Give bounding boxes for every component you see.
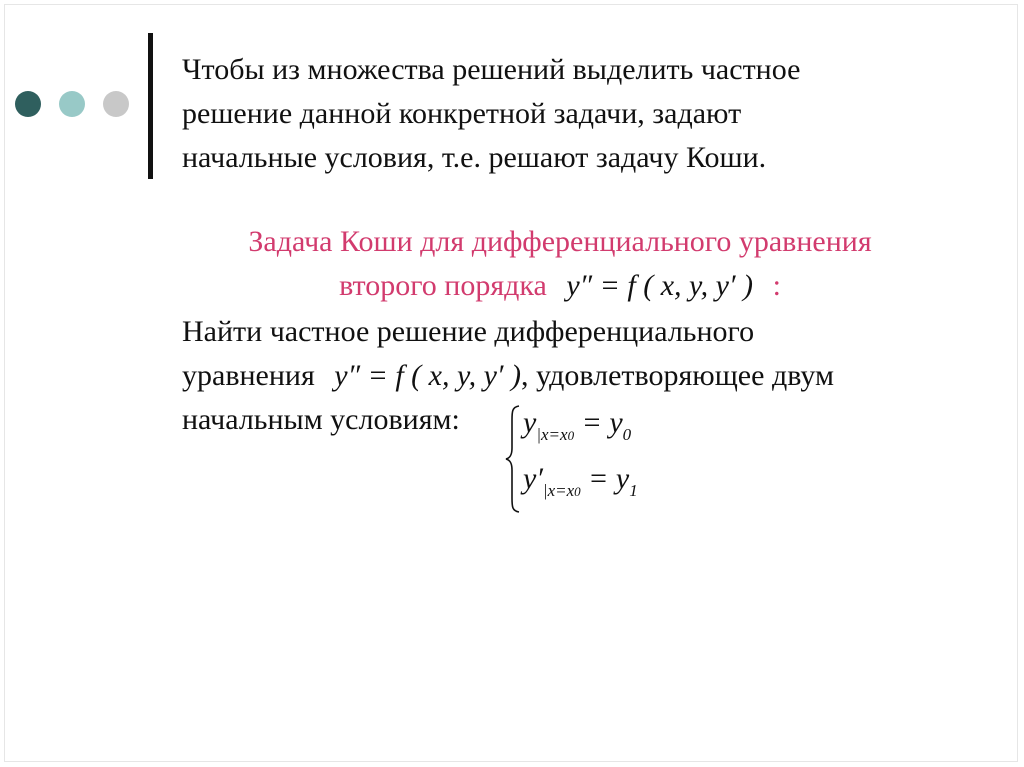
condition-2-rhs-index: 1: [629, 481, 638, 500]
condition-2-sub: |x=x: [542, 481, 575, 500]
task-line-2-prefix: уравнения: [182, 359, 315, 392]
intro-line-2: решение данной конкретной задачи, задают: [182, 97, 742, 130]
intro-line-3: начальные условия, т.е. решают задачу Коши.: [182, 141, 767, 174]
condition-1-rhs: = y: [581, 406, 623, 439]
task-line-2: [182, 354, 982, 398]
condition-1-sub: |x=x: [536, 425, 568, 444]
cauchy-heading: [150, 220, 970, 308]
decor-dot-teal: [59, 91, 85, 117]
decor-vertical-bar: [148, 33, 153, 179]
condition-2-rhs: = y: [588, 462, 630, 495]
condition-2-sub-index: 0: [574, 484, 581, 499]
condition-2-subscript: [543, 481, 581, 500]
decor-dot-gray: [103, 91, 129, 117]
left-brace-icon: [505, 404, 521, 514]
condition-1-sub-index: 0: [567, 428, 575, 443]
task-line-2-suffix: , удовлетворяющее двум: [521, 359, 834, 392]
condition-2-lhs: y′: [523, 462, 543, 495]
cauchy-heading-line-2: [150, 264, 970, 308]
task-line-3: начальным условиям:: [182, 403, 460, 436]
cauchy-equation: y″ = f ( x, y, y′ ): [566, 269, 754, 302]
cauchy-heading-prefix: второго порядка: [339, 269, 547, 302]
condition-1-lhs: y: [523, 406, 537, 439]
intro-line-1: Чтобы из множества решений выделить частное: [182, 53, 801, 86]
condition-2: [523, 462, 638, 501]
decor-dot-dark: [15, 91, 41, 117]
condition-1: [523, 406, 631, 445]
condition-1-subscript: [536, 425, 574, 444]
task-equation: y″ = f ( x, y, y′ ): [334, 359, 521, 392]
initial-conditions-system: [505, 404, 705, 514]
cauchy-heading-colon: :: [772, 269, 781, 302]
cauchy-heading-line-1: Задача Коши для дифференциального уравнения: [248, 225, 872, 258]
task-line-1: Найти частное решение дифференциального: [182, 315, 755, 348]
intro-paragraph: [182, 48, 982, 180]
condition-1-rhs-index: 0: [622, 425, 632, 444]
